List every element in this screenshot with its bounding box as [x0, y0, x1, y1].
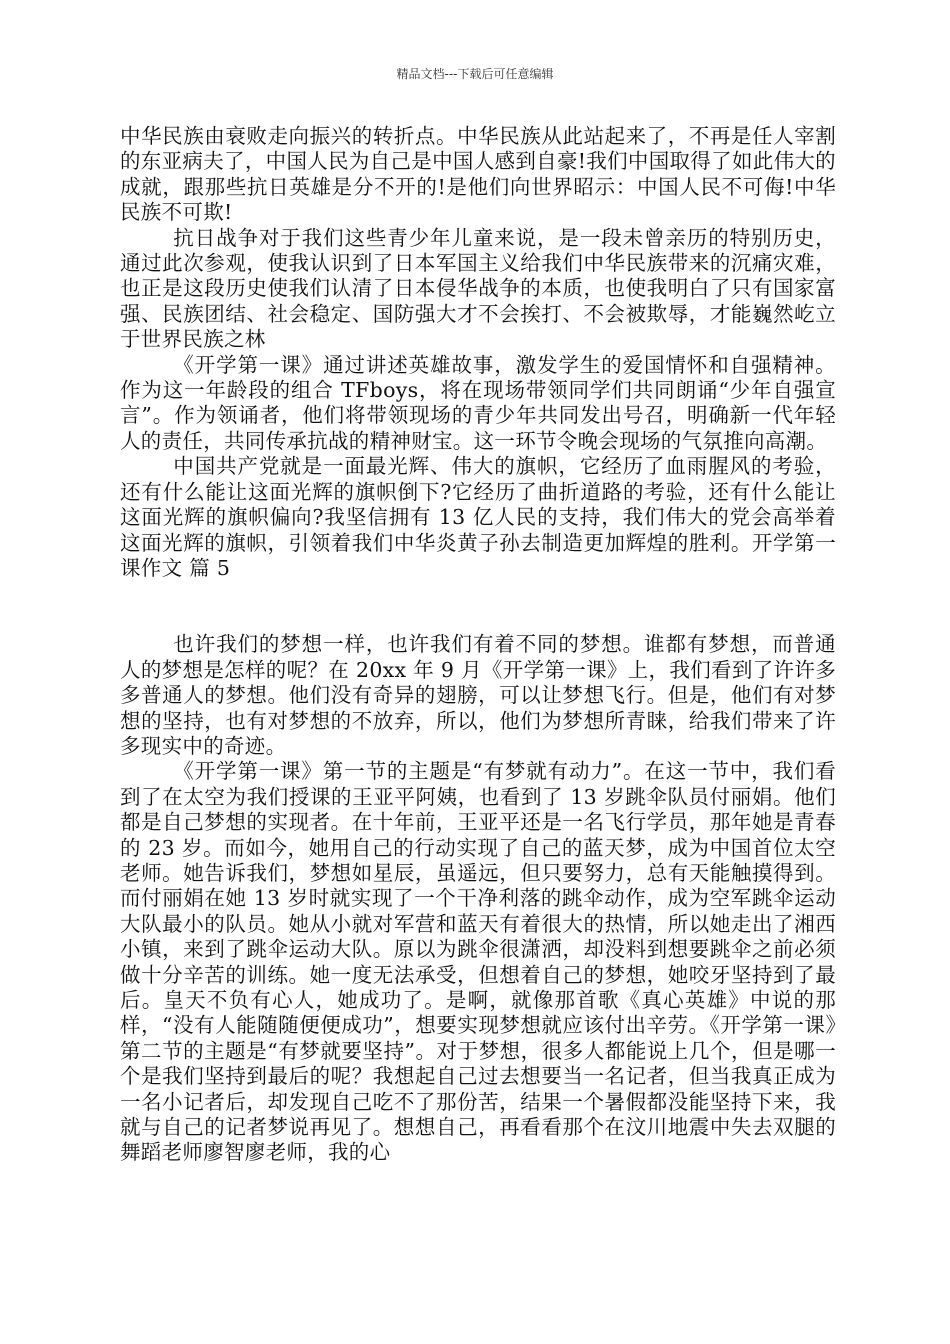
paragraph-5: 也许我们的梦想一样，也许我们有着不同的梦想。谁都有梦想，而普通人的梦想是怎样的呢？在 20xx 年 9 月《开学第一课》上，我们看到了许许多多普通人的梦想。他们没有奇异的翅膀，可以让梦想飞行。但是，他们有对梦想的坚持，也有对梦想的不放弃，所以，他们为梦想所青睐，给我们带来了许多现实中的奇迹。: [120, 632, 836, 758]
paragraph-3: 《开学第一课》通过讲述英雄故事，激发学生的爱国情怀和自强精神。作为这一年龄段的组合 TFboys，将在现场带领同学们共同朗诵“少年自强宣言”。作为领诵者，他们将带领现场的青少年共同发出号召，明确新一代年轻人的责任，共同传承抗战的精神财宝。这一环节令晚会现场的气氛推向高潮。: [120, 352, 836, 453]
section-spacer: [120, 581, 836, 632]
paragraph-4: 中国共产党就是一面最光辉、伟大的旗帜，它经历了血雨腥风的考验，还有什么能让这面光辉的旗帜倒下?它经历了曲折道路的考验，还有什么能让这面光辉的旗帜偏向?我坚信拥有 13 亿人民的支持，我们伟大的党会高举着这面光辉的旗帜，引领着我们中华炎黄子孙去制造更加辉煌的胜利。开学第一课作文 篇 5: [120, 454, 836, 580]
paragraph-1: 中华民族由衰败走向振兴的转折点。中华民族从此站起来了，不再是任人宰割的东亚病夫了，中国人民为自己是中国人感到自豪!我们中国取得了如此伟大的成就，跟那些抗日英雄是分不开的!是他们向世界昭示：中国人民不可侮!中华民族不可欺!: [120, 124, 836, 225]
page-header: 精品文档---下载后可任意编辑: [396, 67, 554, 81]
paragraph-6: 《开学第一课》第一节的主题是“有梦就有动力”。在这一节中，我们看到了在太空为我们授课的王亚平阿姨，也看到了 13 岁跳伞队员付丽娟。他们都是自己梦想的实现者。在十年前，王亚平还是一名飞行学员，那年她是青春的 23 岁。而如今，她用自己的行动实现了自己的蓝天梦，成为中国首位太空老师。她告诉我们，梦想如星辰，虽遥远，但只要努力，总有天能触摸得到。而付丽娟在她 13 岁时就实现了一个干净利落的跳伞动作，成为空军跳伞运动大队最小的队员。她从小就对军营和蓝天有着很大的热情，所以她走出了湘西小镇，来到了跳伞运动大队。原以为跳伞很潇洒，却没料到想要跳伞之前必须做十分辛苦的训练。她一度无法承受，但想着自己的梦想，她咬牙坚持到了最后。皇天不负有心人，她成功了。是啊，就像那首歌《真心英雄》中说的那样，“没有人能随随便便成功”，想要实现梦想就应该付出辛劳。《开学第一课》第二节的主题是“有梦就要坚持”。对于梦想，很多人都能说上几个，但是哪一个是我们坚持到最后的呢？我想起自己过去想要当一名记者，但当我真正成为一名小记者后，却发现自己吃不了那份苦，结果一个暑假都没能坚持下来，我就与自己的记者梦说再见了。想想自己，再看看那个在汶川地震中失去双腿的舞蹈老师廖智廖老师，我的心: [120, 759, 836, 1165]
paragraph-2: 抗日战争对于我们这些青少年儿童来说，是一段未曾亲历的特别历史，通过此次参观，使我认识到了日本军国主义给我们中华民族带来的沉痛灾难，也正是这段历史使我们认清了日本侵华战争的本质，也使我明白了只有国家富强、民族团结、社会稳定、国防强大才不会挨打、不会被欺辱，才能巍然屹立于世界民族之林: [120, 225, 836, 352]
document-body: [120, 124, 836, 1166]
